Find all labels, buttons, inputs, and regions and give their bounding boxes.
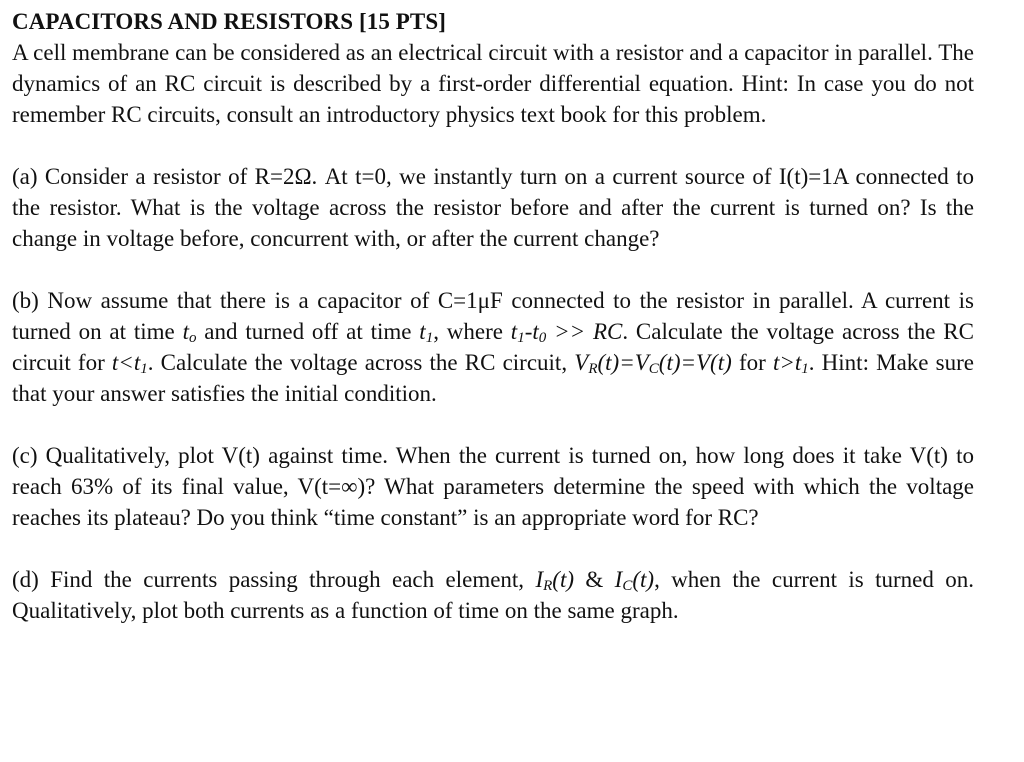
part-b-paragraph: (b) Now assume that there is a capacitor of C=1μF connected to the resistor in parallel. A current is turned on at time $t_o$ and turned off at time $t_1$, where $t_1-t_0$ >> RC. Calculate the voltage across the RC circuit for $t<t_1$. Calculate the voltage across the RC circuit, $V_R(t)=V_C(t)=V(t)$ for $t>t_1$. Hint: Make sure that your answer satisfies the initial condition.	[12, 288, 974, 406]
part-c-paragraph: (c) Qualitatively, plot V(t) against time. When the current is turned on, how long does it take V(t) to reach 63% of its final value, V(t=∞)? What parameters determine the speed with which the voltage reaches its plateau? Do you think “time constant” is an appropriate word for RC?	[12, 443, 974, 530]
intro-paragraph: A cell membrane can be considered as an electrical circuit with a resistor and a capacitor in parallel. The dynamics of an RC circuit is described by a first-order differential equation. Hint: In case you do not remember RC circuits, consult an introductory physics text book for this problem.	[12, 40, 974, 127]
problem-title: CAPACITORS AND RESISTORS [15 PTS]	[12, 9, 447, 34]
part-a-paragraph: (a) Consider a resistor of R=2Ω. At t=0, we instantly turn on a current source of I(t)=1A connected to the resistor. What is the voltage across the resistor before and after the current is turned on? Is the change in voltage before, concurrent with, or after the current change?	[12, 164, 974, 251]
part-d-paragraph: (d) Find the currents passing through each element, $I_R(t)$ & $I_C(t)$, when the current is turned on. Qualitatively, plot both currents as a function of time on the same graph.	[12, 567, 974, 623]
problem-document	[12, 6, 974, 626]
